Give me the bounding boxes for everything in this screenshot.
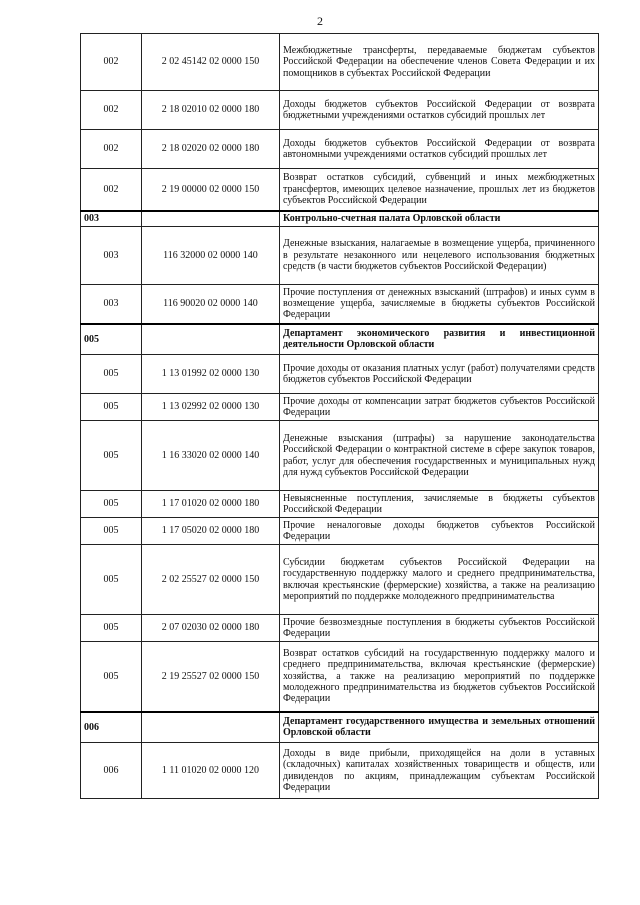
admin-code-cell: 005 xyxy=(81,545,142,615)
admin-code-cell: 002 xyxy=(81,130,142,169)
table-row xyxy=(81,227,599,285)
revenue-name-cell: Субсидии бюджетам субъектов Российской Федерации на государственную поддержку малого и среднего предпринимательства, включая крестьянские (фермерские) хозяйства, а также на реализацию мероприятий по поддержке молодежного предпринимательства xyxy=(280,545,599,615)
revenue-name-cell: Департамент экономического развития и инвестиционной деятельности Орловской области xyxy=(280,324,599,355)
admin-code-cell: 005 xyxy=(81,518,142,545)
section-header-row xyxy=(81,712,599,743)
admin-code-cell: 005 xyxy=(81,642,142,712)
revenue-codes-table xyxy=(80,33,599,799)
revenue-name-cell: Невыясненные поступления, зачисляемые в бюджеты субъектов Российской Федерации xyxy=(280,491,599,518)
revenue-name-cell: Межбюджетные трансферты, передаваемые бюджетам субъектов Российской Федерации на обеспечение членов Совета Федерации и их помощников в субъектах Российской Федерации xyxy=(280,34,599,91)
admin-code-cell: 003 xyxy=(81,211,142,227)
revenue-name-cell: Денежные взыскания, налагаемые в возмещение ущерба, причиненного в результате незаконного или нецелевого использования бюджетных средств (в части бюджетов субъектов Российской Федерации) xyxy=(280,227,599,285)
table-body xyxy=(81,34,599,799)
admin-code-cell: 005 xyxy=(81,324,142,355)
admin-code-cell: 005 xyxy=(81,355,142,394)
table-row xyxy=(81,642,599,712)
table-row xyxy=(81,491,599,518)
revenue-name-cell: Прочие доходы от компенсации затрат бюджетов субъектов Российской Федерации xyxy=(280,394,599,421)
revenue-name-cell: Доходы бюджетов субъектов Российской Федерации от возврата бюджетными учреждениями остатков субсидий прошлых лет xyxy=(280,91,599,130)
revenue-name-cell: Прочие безвозмездные поступления в бюджеты субъектов Российской Федерации xyxy=(280,615,599,642)
revenue-name-cell: Прочие неналоговые доходы бюджетов субъектов Российской Федерации xyxy=(280,518,599,545)
section-header-row xyxy=(81,324,599,355)
table-row xyxy=(81,615,599,642)
table-row xyxy=(81,34,599,91)
table-row xyxy=(81,355,599,394)
budget-classification-code-cell: 1 11 01020 02 0000 120 xyxy=(142,743,280,799)
admin-code-cell: 003 xyxy=(81,285,142,324)
table-row xyxy=(81,421,599,491)
budget-classification-code-cell xyxy=(142,324,280,355)
admin-code-cell: 006 xyxy=(81,743,142,799)
revenue-name-cell: Денежные взыскания (штрафы) за нарушение законодательства Российской Федерации о контрактной системе в сфере закупок товаров, работ, услуг для обеспечения государственных и муниципальных нужд для нужд субъектов Российской Федерации xyxy=(280,421,599,491)
admin-code-cell: 003 xyxy=(81,227,142,285)
budget-classification-code-cell: 2 02 25527 02 0000 150 xyxy=(142,545,280,615)
admin-code-cell: 002 xyxy=(81,34,142,91)
budget-classification-code-cell xyxy=(142,211,280,227)
budget-classification-code-cell: 1 17 01020 02 0000 180 xyxy=(142,491,280,518)
admin-code-cell: 005 xyxy=(81,615,142,642)
budget-classification-code-cell: 2 07 02030 02 0000 180 xyxy=(142,615,280,642)
admin-code-cell: 006 xyxy=(81,712,142,743)
budget-classification-code-cell: 1 13 01992 02 0000 130 xyxy=(142,355,280,394)
table-row xyxy=(81,91,599,130)
revenue-name-cell: Возврат остатков субсидий на государственную поддержку малого и среднего предпринимательства, включая крестьянские (фермерские) хозяйства, а также на реализацию мероприятий по поддержке молодежного предпринимательства из бюджетов субъектов Российской Федерации xyxy=(280,642,599,712)
budget-classification-code-cell: 2 02 45142 02 0000 150 xyxy=(142,34,280,91)
revenue-name-cell: Возврат остатков субсидий, субвенций и иных межбюджетных трансфертов, имеющих целевое назначение, прошлых лет из бюджетов субъектов Российской Федерации xyxy=(280,169,599,211)
admin-code-cell: 002 xyxy=(81,169,142,211)
budget-classification-code-cell: 116 32000 02 0000 140 xyxy=(142,227,280,285)
section-header-row xyxy=(81,211,599,227)
table-row xyxy=(81,518,599,545)
table-row xyxy=(81,169,599,211)
admin-code-cell: 005 xyxy=(81,491,142,518)
budget-classification-code-cell: 1 17 05020 02 0000 180 xyxy=(142,518,280,545)
budget-classification-code-cell: 2 19 00000 02 0000 150 xyxy=(142,169,280,211)
table-row xyxy=(81,743,599,799)
budget-classification-code-cell: 2 18 02020 02 0000 180 xyxy=(142,130,280,169)
budget-classification-code-cell: 1 16 33020 02 0000 140 xyxy=(142,421,280,491)
budget-classification-code-cell: 2 18 02010 02 0000 180 xyxy=(142,91,280,130)
table-row xyxy=(81,285,599,324)
budget-classification-code-cell: 1 13 02992 02 0000 130 xyxy=(142,394,280,421)
revenue-name-cell: Прочие поступления от денежных взысканий (штрафов) и иных сумм в возмещение ущерба, зачисляемые в бюджеты субъектов Российской Федерации xyxy=(280,285,599,324)
table-row xyxy=(81,545,599,615)
page-number: 2 xyxy=(317,14,323,28)
admin-code-cell: 005 xyxy=(81,394,142,421)
revenue-name-cell: Доходы бюджетов субъектов Российской Федерации от возврата автономными учреждениями остатков субсидий прошлых лет xyxy=(280,130,599,169)
revenue-name-cell: Контрольно-счетная палата Орловской области xyxy=(280,211,599,227)
budget-classification-code-cell: 116 90020 02 0000 140 xyxy=(142,285,280,324)
budget-classification-code-cell xyxy=(142,712,280,743)
revenue-name-cell: Доходы в виде прибыли, приходящейся на доли в уставных (складочных) капиталах хозяйственных товариществ и обществ, или дивидендов по акциям, принадлежащим субъектам Российской Федерации xyxy=(280,743,599,799)
admin-code-cell: 002 xyxy=(81,91,142,130)
admin-code-cell: 005 xyxy=(81,421,142,491)
table-row xyxy=(81,130,599,169)
revenue-name-cell: Департамент государственного имущества и земельных отношений Орловской области xyxy=(280,712,599,743)
budget-classification-code-cell: 2 19 25527 02 0000 150 xyxy=(142,642,280,712)
table-row xyxy=(81,394,599,421)
revenue-name-cell: Прочие доходы от оказания платных услуг (работ) получателями средств бюджетов субъектов Российской Федерации xyxy=(280,355,599,394)
